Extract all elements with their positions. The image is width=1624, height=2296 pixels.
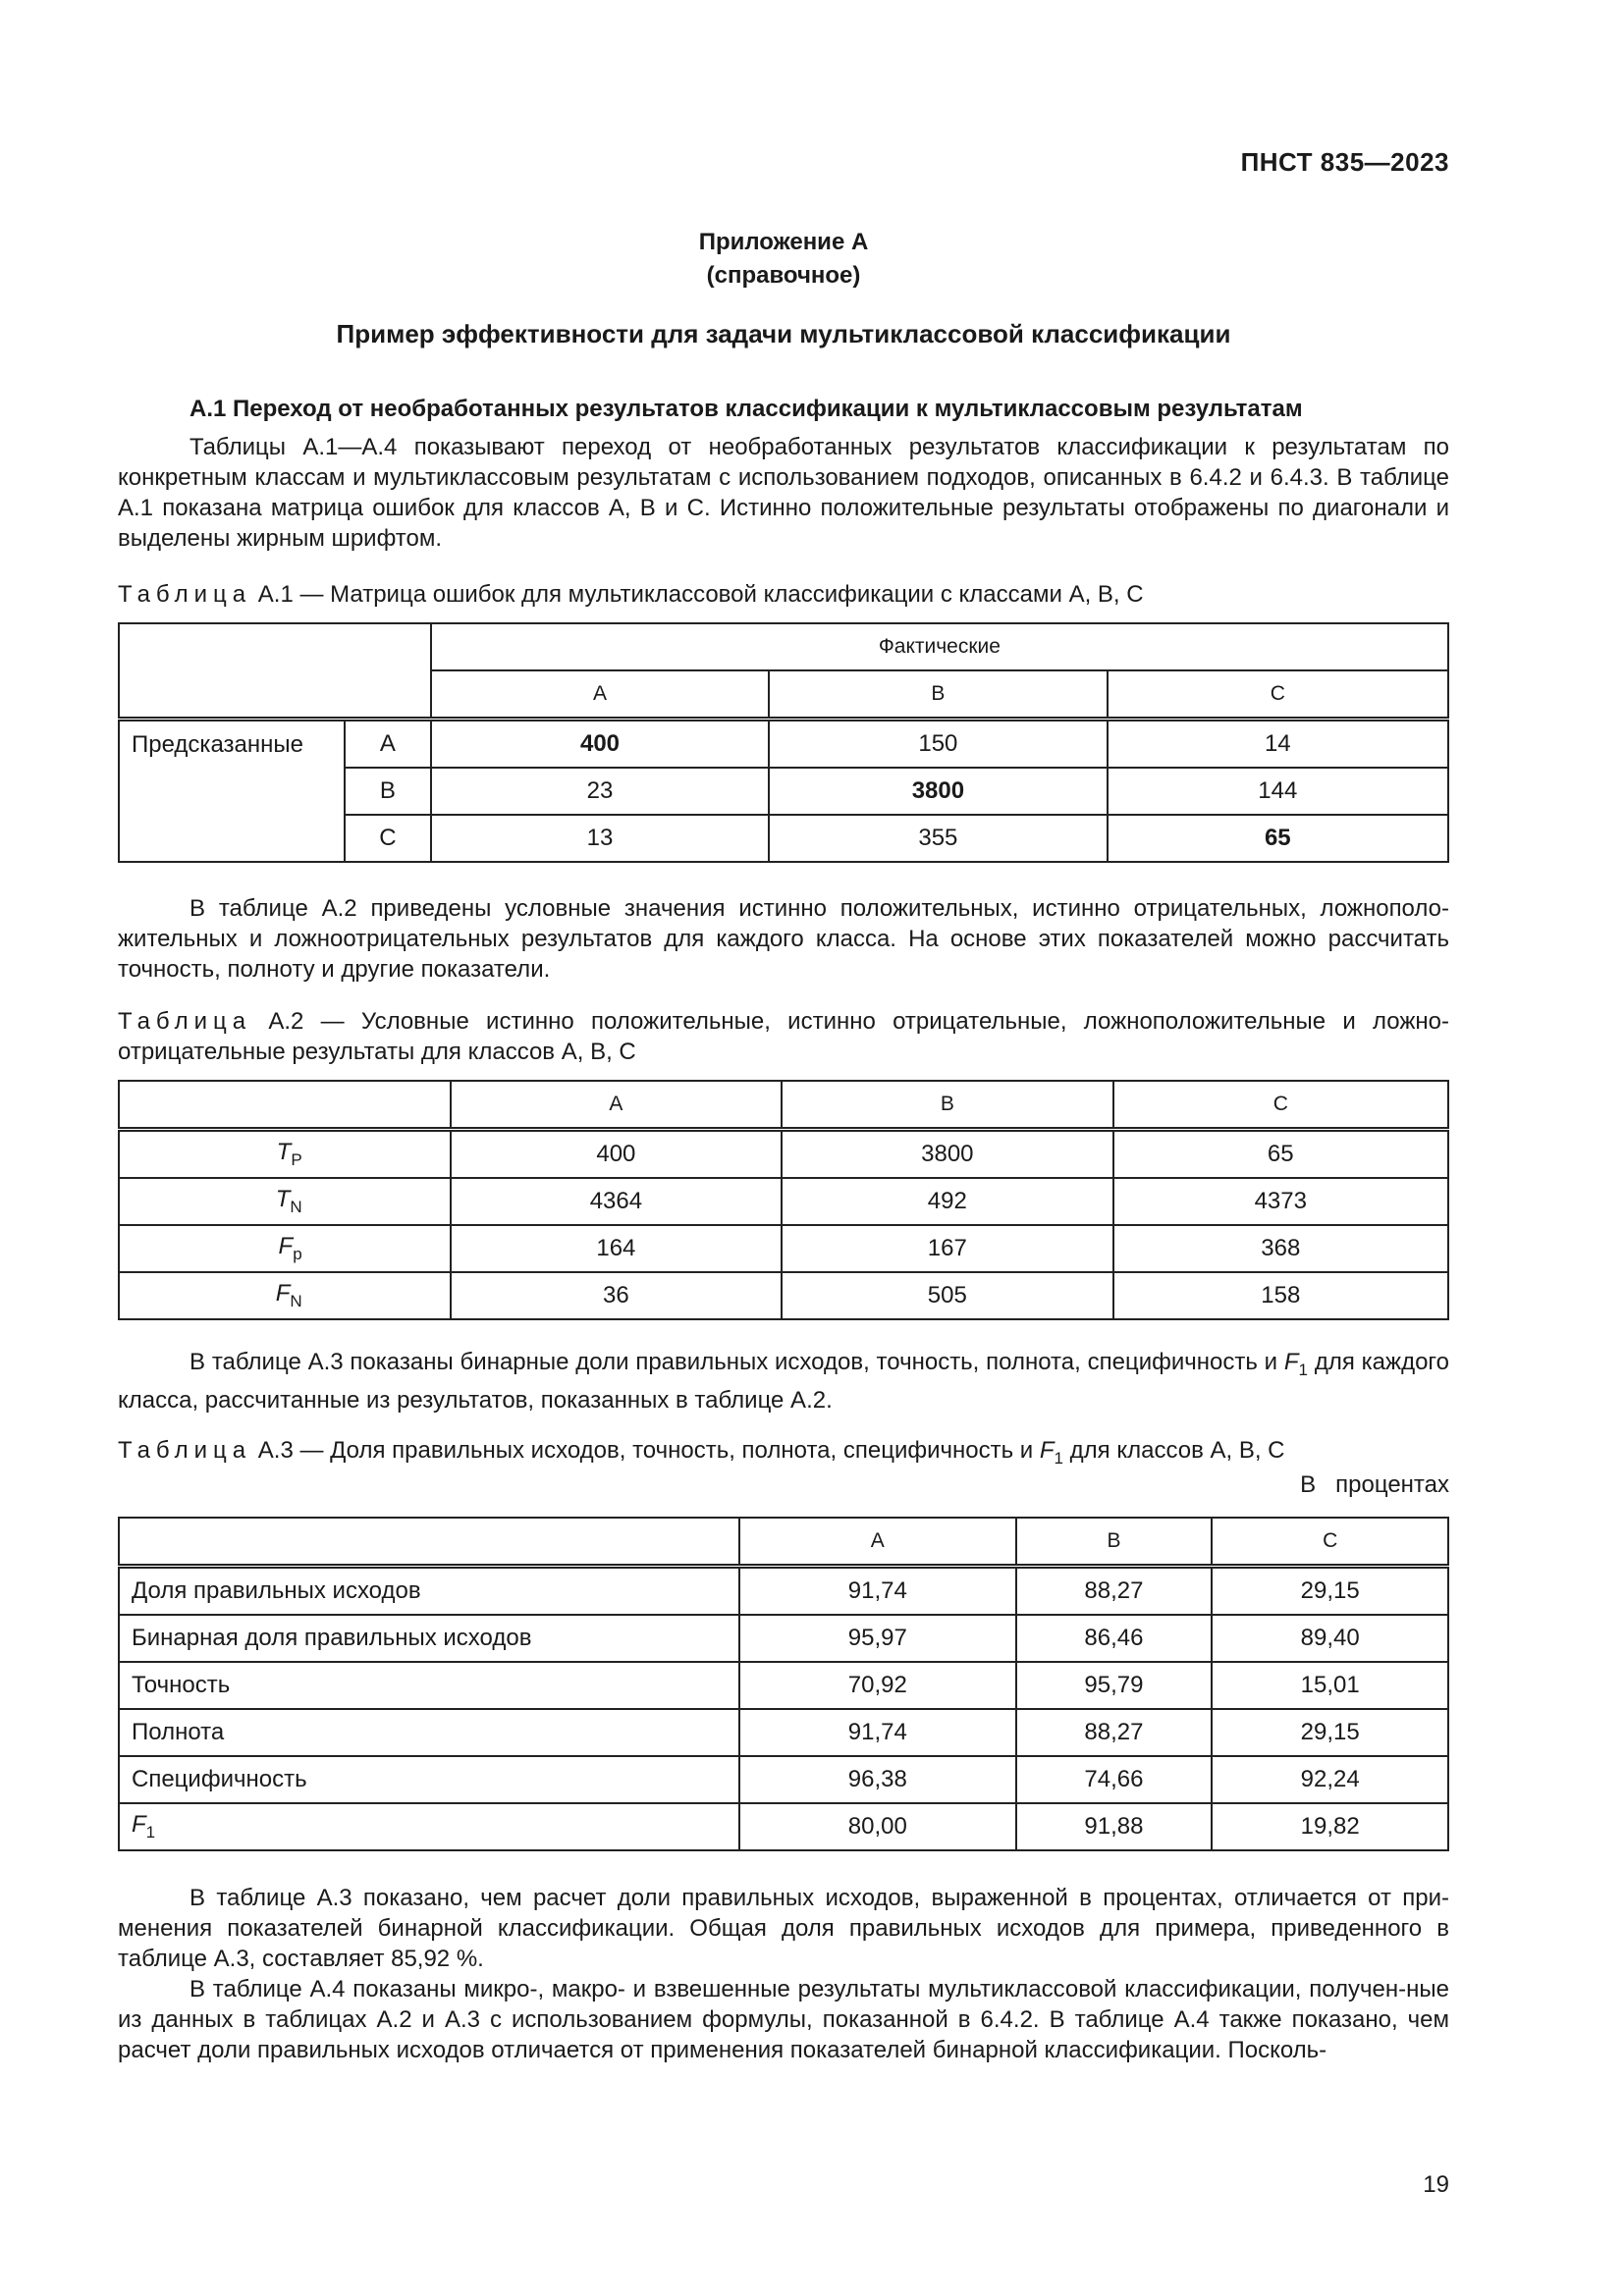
table1-class-header: В — [769, 670, 1107, 720]
table-cell: 65 — [1108, 815, 1448, 862]
table-cell: 80,00 — [739, 1803, 1016, 1850]
table-cell: 91,88 — [1016, 1803, 1213, 1850]
metric-symbol: $F_p$ — [119, 1225, 451, 1272]
table-cell: 505 — [782, 1272, 1112, 1319]
table-row — [119, 1803, 1448, 1850]
table-cell: 368 — [1113, 1225, 1448, 1272]
table1-label: Таблица — [118, 581, 252, 608]
table-cell: 91,74 — [739, 1709, 1016, 1756]
table1-row-class: С — [345, 815, 431, 862]
table2-class-header: С — [1113, 1081, 1448, 1130]
appendix-subtitle: (справочное) — [706, 262, 861, 289]
metric-name: Доля правильных исходов — [119, 1567, 739, 1616]
table-cell: 150 — [769, 720, 1107, 769]
table-cell: 355 — [769, 815, 1107, 862]
table-cell: 19,82 — [1212, 1803, 1448, 1850]
table3-header-row — [119, 1518, 1448, 1567]
table-cell: 3800 — [782, 1130, 1112, 1179]
metrics-table — [118, 1517, 1449, 1851]
table-cell: 400 — [451, 1130, 782, 1179]
table-cell: 88,27 — [1016, 1567, 1213, 1616]
appendix-heading — [118, 226, 1449, 293]
metric-symbol: $T_P$ — [119, 1130, 451, 1179]
table-cell: 91,74 — [739, 1567, 1016, 1616]
table3-class-header: В — [1016, 1518, 1213, 1567]
table-row — [119, 1130, 1448, 1179]
table2-class-header: А — [451, 1081, 782, 1130]
tp-tn-fp-fn-table — [118, 1080, 1449, 1320]
metric-name: Бинарная доля правильных исходов — [119, 1615, 739, 1662]
table3-label: Таблица — [118, 1437, 252, 1464]
table1-row-class: В — [345, 768, 431, 815]
table-cell: 95,79 — [1016, 1662, 1213, 1709]
table-cell: 158 — [1113, 1272, 1448, 1319]
table-cell: 36 — [451, 1272, 782, 1319]
table-cell: 29,15 — [1212, 1567, 1448, 1616]
table1-class-header: А — [431, 670, 769, 720]
paragraph-5: В таблице А.4 показаны микро-, макро- и взвешенные результаты мультиклассовой классификации, получен-ные из данных в таблицах А.2 и А.3 с использованием формулы, показанной в 6.4.2. В таблице А.4 также показано, чем расчет доли правильных исходов отличается от применения показателей бинарной классификации. Посколь- — [118, 1976, 1449, 2063]
table-cell: 92,24 — [1212, 1756, 1448, 1803]
metric-symbol: $F_N$ — [119, 1272, 451, 1319]
paragraph-4: В таблице А.3 показано, чем расчет доли правильных исходов, выраженной в процентах, отличается от при-менения показателей бинарной классификации. Общая доля правильных исходов для примера, приведенного в таблице А.3, составляет 85,92 %. — [118, 1885, 1449, 1972]
table-cell: 29,15 — [1212, 1709, 1448, 1756]
appendix-title: Приложение А — [698, 229, 869, 255]
paragraph-2: В таблице А.2 приведены условные значения истинно положительных, истинно отрицательных, ложнополо-жительных и ложноотрицательных результатов для каждого класса. На основе этих показателей можно рассчитать точность, полноту и другие показатели. — [118, 895, 1449, 983]
table-cell: 4373 — [1113, 1178, 1448, 1225]
table-cell: 144 — [1108, 768, 1448, 815]
table-row — [119, 1567, 1448, 1616]
main-title: Пример эффективности для задачи мультиклассовой классификации — [336, 319, 1231, 348]
table1-corner-cell — [119, 623, 431, 720]
table1-header-row — [119, 623, 1448, 670]
table-cell: 400 — [431, 720, 769, 769]
table2-class-header: В — [782, 1081, 1112, 1130]
table-row — [119, 1709, 1448, 1756]
table-cell: 86,46 — [1016, 1615, 1213, 1662]
table-cell: 96,38 — [739, 1756, 1016, 1803]
table-row — [119, 1615, 1448, 1662]
table-cell: 4364 — [451, 1178, 782, 1225]
table3-corner-cell — [119, 1518, 739, 1567]
paragraph-1: Таблицы А.1—А.4 показывают переход от необработанных результатов классификации к результатам по конкретным классам и мультиклассовым результатам с использованием подходов, описанных в 6.4.2 и 6.4.3. В таблице А.1 показана матрица ошибок для классов А, В и С. Истинно положительные результаты отображены по диагонали и выделены жирным шрифтом. — [118, 434, 1449, 552]
table3-class-header: С — [1212, 1518, 1448, 1567]
metric-name: Специфичность — [119, 1756, 739, 1803]
confusion-matrix-table — [118, 622, 1449, 863]
table-row — [119, 1225, 1448, 1272]
table3-caption: Таблица А.3 — Доля правильных исходов, точность, полнота, специфичность и $F_1$ для классов А, В, С — [118, 1437, 1285, 1468]
table-row — [119, 1272, 1448, 1319]
paragraph-3: В таблице А.3 показаны бинарные доли правильных исходов, точность, полнота, специфичность и $F_1$ для каждого класса, рассчитанные из результатов, показанных в таблице А.2. — [118, 1349, 1449, 1414]
table-cell: 88,27 — [1016, 1709, 1213, 1756]
table1-caption-text: А.1 — Матрица ошибок для мультиклассовой классификации с классами А, В, С — [251, 581, 1144, 608]
table-cell: 89,40 — [1212, 1615, 1448, 1662]
table-cell: 164 — [451, 1225, 782, 1272]
table-cell: 65 — [1113, 1130, 1448, 1179]
table-row — [119, 720, 1448, 769]
table-cell: 95,97 — [739, 1615, 1016, 1662]
document-id: ПНСТ 835—2023 — [1240, 147, 1449, 177]
table1-caption — [118, 579, 1449, 610]
page-number: 19 — [1423, 2171, 1449, 2198]
table-row — [119, 1756, 1448, 1803]
table-cell: 167 — [782, 1225, 1112, 1272]
table1-class-header: С — [1108, 670, 1448, 720]
metric-name: $F_1$ — [119, 1803, 739, 1850]
table3-class-header: А — [739, 1518, 1016, 1567]
table-cell: 3800 — [769, 768, 1107, 815]
table-cell: 23 — [431, 768, 769, 815]
table2-label: Таблица — [118, 1008, 252, 1035]
table-cell: 492 — [782, 1178, 1112, 1225]
metric-name: Точность — [119, 1662, 739, 1709]
table1-actual-header: Фактические — [431, 623, 1448, 670]
table-row — [119, 1178, 1448, 1225]
metric-name: Полнота — [119, 1709, 739, 1756]
metric-symbol: $T_N$ — [119, 1178, 451, 1225]
table2-caption — [118, 1006, 1449, 1067]
table-cell: 74,66 — [1016, 1756, 1213, 1803]
table-cell: 70,92 — [739, 1662, 1016, 1709]
table1-row-class: А — [345, 720, 431, 769]
section-heading: А.1 Переход от необработанных результатов классификации к мультиклассовым результатам — [189, 396, 1303, 422]
table-cell: 13 — [431, 815, 769, 862]
table-row — [119, 1662, 1448, 1709]
table2-header-row — [119, 1081, 1448, 1130]
table-cell: 15,01 — [1212, 1662, 1448, 1709]
table3-units: В процентах — [1300, 1471, 1449, 1498]
table2-corner-cell — [119, 1081, 451, 1130]
table-cell: 14 — [1108, 720, 1448, 769]
table1-predicted-label: Предсказанные — [119, 720, 345, 863]
table2-caption-text: А.2 — Условные истинно положительные, истинно отрицательные, ложноположительные и ложно-отрицательные результаты для классов А, В, С — [118, 1008, 1449, 1065]
